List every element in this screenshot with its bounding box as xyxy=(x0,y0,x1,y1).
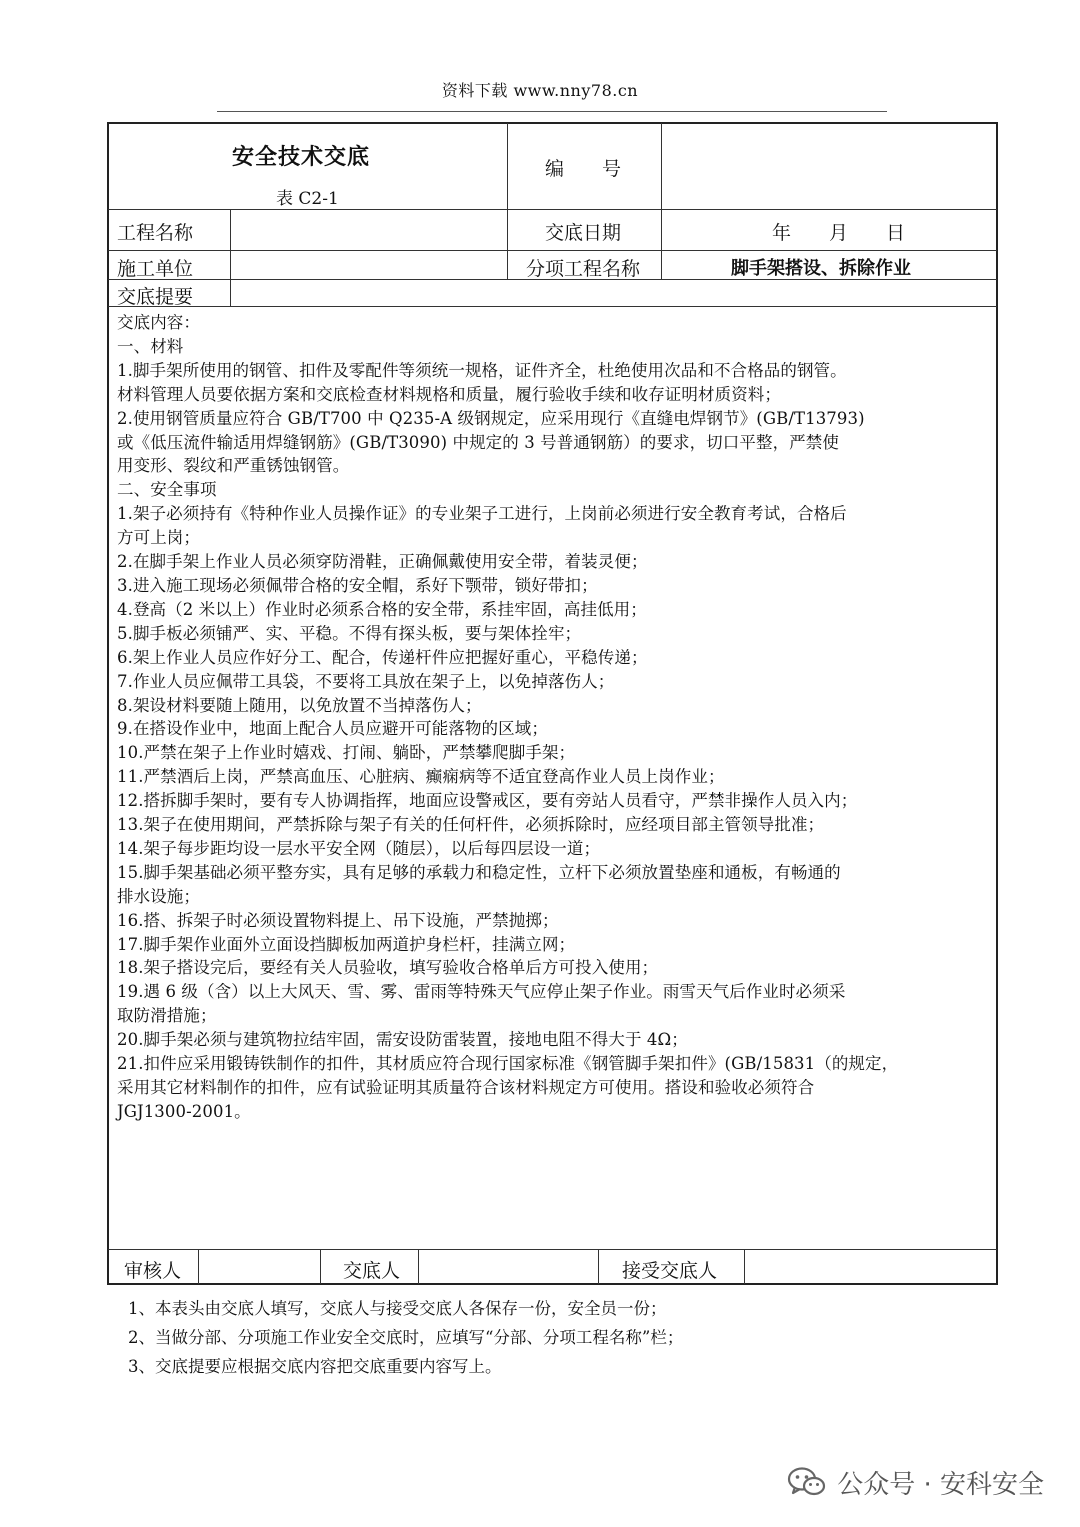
col-divider-footer-5 xyxy=(744,1249,745,1284)
content-line: 15.脚手架基础必须平整夯实，具有足够的承载力和稳定性，立杆下必须放置垫座和通板，有畅通的 xyxy=(117,862,841,882)
note-item: 3、交底提要应根据交底内容把交底重要内容写上。 xyxy=(128,1357,502,1376)
row-divider-4 xyxy=(108,306,997,307)
content-line: 17.脚手架作业面外立面设挡脚板加两道护身栏杆，挂满立网； xyxy=(117,934,576,954)
content-line: 7.作业人员应佩带工具袋，不要将工具放在架子上，以免掉落伤人； xyxy=(117,671,615,691)
content-line: 12.搭拆脚手架时，要有专人协调指挥，地面应设警戒区，要有旁站人员看守，严禁非操作人员入内； xyxy=(117,791,858,811)
content-line: 用变形、裂纹和严重锈蚀钢管。 xyxy=(117,456,350,476)
content-line: 16.搭、拆架子时必须设置物料提上、吊下设施，严禁抛掷； xyxy=(117,910,559,930)
content-line: 14.架子每步距均设一层水平安全网（随层），以后每四层设一道； xyxy=(117,838,601,858)
disclosure-date-field[interactable]: 年 月 日 xyxy=(772,222,906,244)
content-line: 交底内容： xyxy=(117,313,200,332)
watermark xyxy=(787,1462,1044,1502)
content-line: 取防滑措施； xyxy=(117,1006,217,1026)
content-line: 21.扣件应采用锻铸铁制作的扣件，其材质应符合现行国家标准《钢管脚手架扣件》(GB/15831（的规定， xyxy=(117,1054,899,1074)
content-line: 11.严禁酒后上岗，严禁高血压、心脏病、癫痫病等不适宜登高作业人员上岗作业； xyxy=(117,767,725,787)
summary-label: 交底提要 xyxy=(117,286,194,308)
content-line: 2.在脚手架上作业人员必须穿防滑鞋，正确佩戴使用安全带，着装灵便； xyxy=(117,552,648,572)
subproject-value: 脚手架搭设、拆除作业 xyxy=(731,258,911,279)
col-divider-footer-3 xyxy=(418,1249,419,1284)
content-line: 1.脚手架所使用的钢管、扣件及零配件等须统一规格，证件齐全，杜绝使用次品和不合格品的钢管。 xyxy=(117,360,847,380)
content-line: 材料管理人员要依据方案和交底检查材料规格和质量，履行验收手续和收存证明材质资料； xyxy=(117,384,781,404)
col-divider-footer-2 xyxy=(320,1249,321,1284)
disclosure-content xyxy=(117,311,997,1124)
col-divider-header-2 xyxy=(661,123,662,250)
content-line: 19.遇 6 级（含）以上大风天、雪、雾、雷雨等特殊天气应停止架子作业。雨雪天气后作业时必须采 xyxy=(117,982,846,1002)
content-line: 3.进入施工现场必须佩带合格的安全帽，系好下颚带，锁好带扣； xyxy=(117,575,598,595)
row-divider-5 xyxy=(108,1249,997,1250)
content-line: 10.严禁在架子上作业时嬉戏、打闹、躺卧，严禁攀爬脚手架； xyxy=(117,743,576,763)
content-line: 9.在搭设作业中，地面上配合人员应避开可能落物的区域； xyxy=(117,719,548,739)
content-line: JGJ1300-2001。 xyxy=(117,1101,251,1121)
content-line: 采用其它材料制作的扣件，应有试验证明其质量符合该材料规定方可使用。搭设和验收必须符合 xyxy=(117,1078,815,1097)
disclosure-date-label: 交底日期 xyxy=(545,222,622,244)
row-divider-1 xyxy=(108,209,997,210)
content-line: 4.登高（2 米以上）作业时必须系合格的安全带，系挂牢固，高挂低用； xyxy=(117,599,647,619)
content-line: 1.架子必须持有《特种作业人员操作证》的专业架子工进行，上岗前必须进行安全教育考试，合格后 xyxy=(117,504,847,524)
content-line: 5.脚手板必须铺严、实、平稳。不得有探头板，要与架体拴牢； xyxy=(117,623,582,643)
wechat-icon xyxy=(787,1466,827,1498)
reviewer-label: 审核人 xyxy=(124,1260,182,1282)
content-line: 18.架子搭设完后，要经有关人员验收，填写验收合格单后方可投入使用； xyxy=(117,958,659,978)
content-line: 13.架子在使用期间，严禁拆除与架子有关的任何杆件，必须拆除时，应经项目部主管领导批准； xyxy=(117,815,825,835)
content-line: 或《低压流件输适用焊缝钢筋》(GB/T3090) 中规定的 3 号普通钢筋）的要求，切口平整，严禁使 xyxy=(117,432,839,452)
watermark-text: 公众号 · 安科安全 xyxy=(837,1469,1044,1500)
content-line: 8.架设材料要随上随用，以免放置不当掉落伤人； xyxy=(117,695,482,715)
form-subtitle: 表 C2-1 xyxy=(276,189,339,209)
subproject-label: 分项工程名称 xyxy=(526,258,641,280)
header-rule xyxy=(217,111,887,112)
content-line: 方可上岗； xyxy=(117,528,200,548)
note-item: 1、本表头由交底人填写，交底人与接受交底人各保存一份，安全员一份； xyxy=(128,1299,667,1318)
contractor-label: 施工单位 xyxy=(117,258,194,280)
col-divider-mid-2 xyxy=(661,250,662,279)
content-line: 2.使用钢管质量应符合 GB/T700 中 Q235-A 级钢规定，应采用现行《直缝电焊钢节》(GB/T13793) xyxy=(117,408,865,428)
content-line: 一、材料 xyxy=(117,336,184,356)
col-divider-footer-4 xyxy=(598,1249,599,1284)
col-divider-header-1 xyxy=(507,123,508,250)
number-label: 编 号 xyxy=(545,158,622,180)
header-download-text: 资料下载 www.nny78.cn xyxy=(441,81,639,100)
content-line: 20.脚手架必须与建筑物拉结牢固，需安设防雷装置，接地电阻不得大于 4Ω； xyxy=(117,1030,688,1050)
project-name-label: 工程名称 xyxy=(117,222,194,244)
col-divider-mid xyxy=(507,250,508,279)
col-divider-label xyxy=(230,209,231,306)
content-line: 排水设施； xyxy=(117,886,200,906)
receiver-label: 接受交底人 xyxy=(622,1260,718,1282)
col-divider-footer-1 xyxy=(198,1249,199,1284)
content-line: 二、安全事项 xyxy=(117,480,217,500)
discloser-label: 交底人 xyxy=(343,1260,401,1282)
content-line: 6.架上作业人员应作好分工、配合，传递杆件应把握好重心，平稳传递； xyxy=(117,647,648,667)
form-notes xyxy=(128,1294,683,1381)
note-item: 2、当做分部、分项施工作业安全交底时，应填写“分部、分项工程名称”栏； xyxy=(128,1328,684,1347)
form-title: 安全技术交底 xyxy=(232,144,371,170)
row-divider-2 xyxy=(108,250,997,251)
